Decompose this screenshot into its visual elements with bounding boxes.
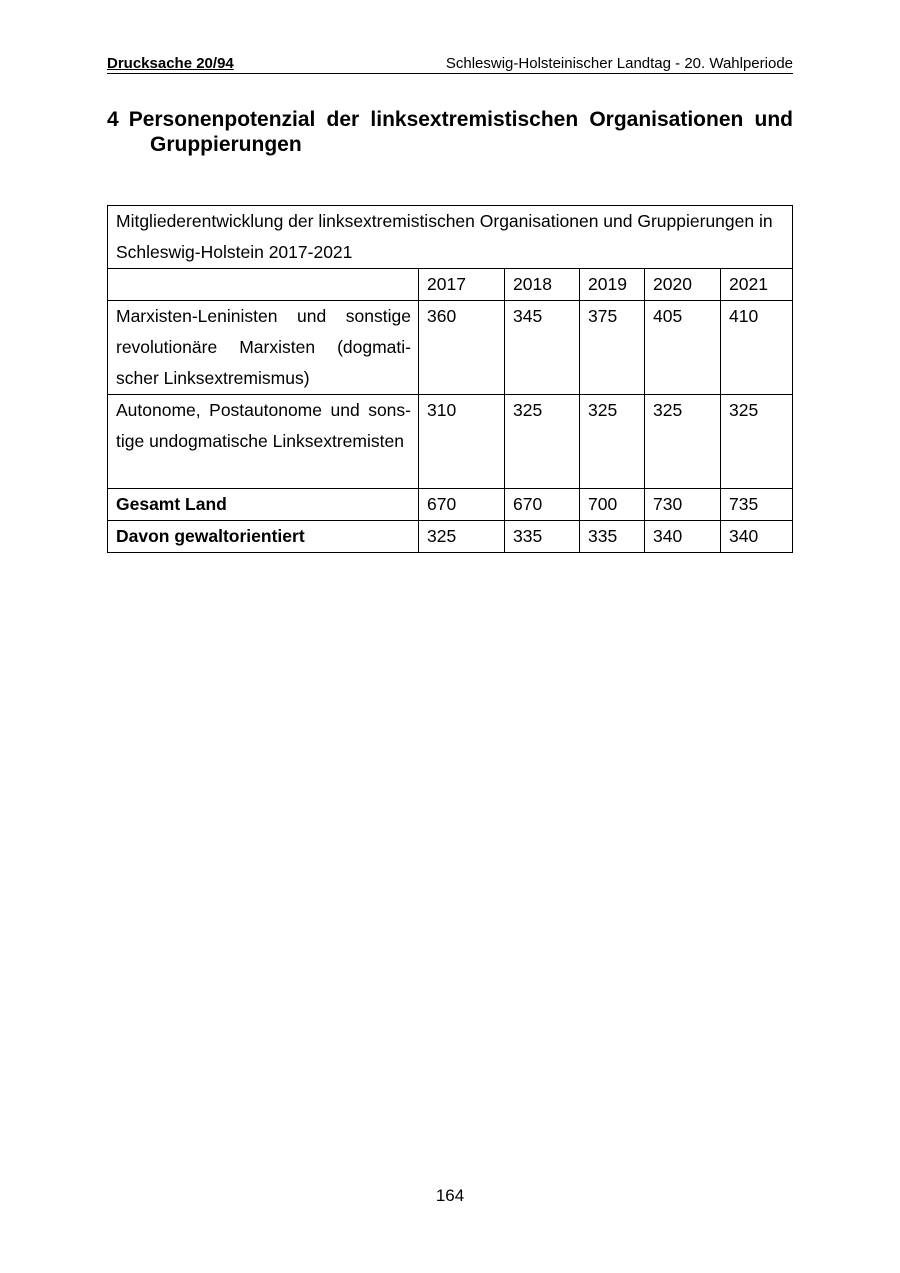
- table-row: [108, 395, 793, 489]
- table-cell: 340: [721, 521, 793, 553]
- table-cell: 325: [505, 395, 580, 489]
- section-title-line1: Personenpotenzial der linksextremistischen Organisationen und: [128, 108, 793, 131]
- table-cell: 360: [419, 301, 505, 395]
- year-header: 2021: [721, 269, 793, 301]
- table-cell: 700: [580, 489, 645, 521]
- table-cell: 310: [419, 395, 505, 489]
- table-row: [108, 301, 793, 395]
- section-title-line2: Gruppierungen: [150, 133, 302, 156]
- table-cell: 335: [580, 521, 645, 553]
- year-header: 2017: [419, 269, 505, 301]
- table-cell: 405: [645, 301, 721, 395]
- page-header: [107, 55, 793, 74]
- table-row: [108, 489, 793, 521]
- header-empty-cell: [108, 269, 419, 301]
- table-cell: 325: [419, 521, 505, 553]
- row-label: Gesamt Land: [108, 489, 419, 521]
- table-cell: 670: [505, 489, 580, 521]
- table-header-row: [108, 269, 793, 301]
- table-cell: 325: [580, 395, 645, 489]
- table-cell: 735: [721, 489, 793, 521]
- page-number: 164: [435, 1186, 465, 1205]
- row-label: Marxisten-Leninisten und sonstige revolutionäre Marxisten (dogmatischer Linksextremismus): [108, 301, 419, 395]
- row-label: Davon gewaltorientiert: [108, 521, 419, 553]
- section-number: 4: [107, 108, 119, 131]
- table-cell: 730: [645, 489, 721, 521]
- table-cell: 325: [645, 395, 721, 489]
- table-cell: 335: [505, 521, 580, 553]
- parliament-period: Schleswig-Holsteinischer Landtag - 20. Wahlperiode: [445, 55, 793, 72]
- document-number: Drucksache 20/94: [107, 55, 234, 72]
- section-heading: [107, 107, 793, 157]
- year-header: 2018: [505, 269, 580, 301]
- table-cell: 410: [721, 301, 793, 395]
- table-row: [108, 521, 793, 553]
- membership-table: [107, 205, 793, 553]
- row-label: Autonome, Postautonome und sonstige undogmatische Linksextremisten: [108, 395, 419, 489]
- year-header: 2019: [580, 269, 645, 301]
- table-caption: Mitgliederentwicklung der linksextremistischen Organisationen und Gruppierungen in Schleswig-Holstein 2017-2021: [108, 206, 793, 269]
- table-cell: 340: [645, 521, 721, 553]
- table-cell: 375: [580, 301, 645, 395]
- table-caption-row: [108, 206, 793, 269]
- table-cell: 345: [505, 301, 580, 395]
- year-header: 2020: [645, 269, 721, 301]
- table-cell: 325: [721, 395, 793, 489]
- table-cell: 670: [419, 489, 505, 521]
